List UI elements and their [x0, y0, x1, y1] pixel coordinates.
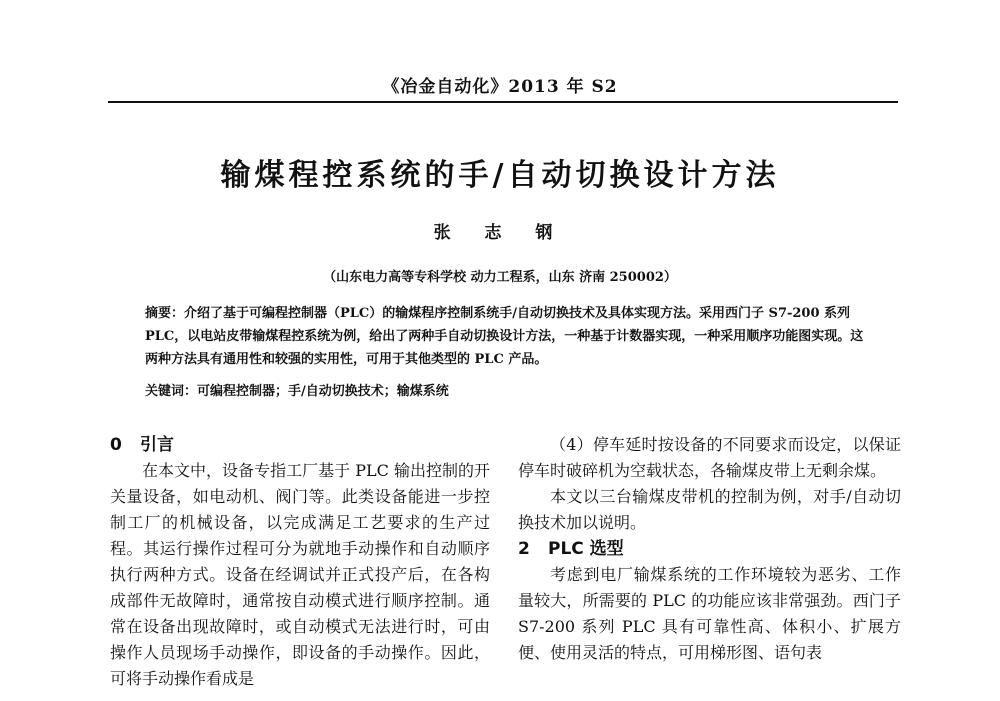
left-column [110, 432, 490, 692]
affiliation: （山东电力高等专科学校 动力工程系，山东 济南 250002） [323, 270, 677, 285]
paper-title: 输煤程控系统的手/自动切换设计方法 [220, 158, 780, 193]
section-heading-plc-selection [518, 536, 901, 562]
keywords-label: 关键词： [145, 384, 198, 399]
keywords-text: 可编程控制器；手/自动切换技术；输煤系统 [197, 384, 449, 399]
header-rule [108, 101, 898, 103]
author: 张 志 钢 [433, 223, 567, 243]
intro-paragraph: 在本文中，设备专指工厂基于 PLC 输出控制的开关量设备，如电动机、阀门等。此类设备能进一步控制工厂的机械设备，以完成满足工艺要求的生产过程。其运行操作过程可分为就地手动操作和自动顺序执行两种方式。设备在经调试并正式投产后，在各构成部件无故障时，通常按自动模式进行顺序控制。通常在设备出现故障时，或自动模式无法进行时，可由操作人员现场手动操作，即设备的手动操作。因此，可将手动操作看成是 [110, 461, 490, 688]
right-column [518, 432, 901, 666]
example-paragraph: 本文以三台输煤皮带机的控制为例，对手/自动切换技术加以说明。 [518, 487, 901, 532]
journal-header: 《冶金自动化》2013 年 S2 [382, 77, 618, 97]
section-title: PLC 选型 [548, 539, 624, 559]
plc-selection-paragraph: 考虑到电厂输煤系统的工作环境较为恶劣、工作量较大，所需要的 PLC 的功能应该非常强劲。西门子 S7-200 系列 PLC 具有可靠性高、体积小、扩展方便、使用灵活的特点，可用梯形图、语句表 [518, 565, 901, 662]
keywords [145, 380, 870, 399]
section-number: 0 [110, 435, 122, 455]
section-number: 2 [518, 539, 530, 559]
abstract [145, 302, 870, 371]
requirement-item-4: （4）停车延时按设备的不同要求而设定，以保证停车时破碎机为空载状态，各输煤皮带上无剩余煤。 [518, 435, 901, 480]
abstract-text: 介绍了基于可编程控制器（PLC）的输煤程序控制系统手/自动切换技术及具体实现方法。采用西门子 S7-200 系列 PLC，以电站皮带输煤程控系统为例，给出了两种手自动切换设计方法，一种基于计数器实现，一种采用顺序功能图实现。这两种方法具有通用性和较强的实用性，可用于其他类型的 PLC 产品。 [145, 306, 864, 367]
section-heading-introduction [110, 432, 490, 458]
section-title: 引言 [140, 435, 174, 455]
abstract-label: 摘要： [145, 306, 185, 321]
